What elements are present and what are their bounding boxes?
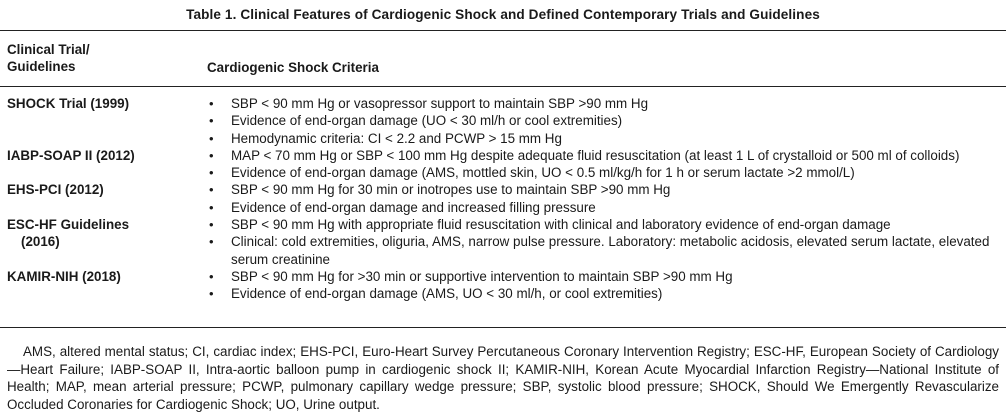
criteria-list [207, 95, 997, 147]
criteria-text: Clinical: cold extremities, oliguria, AMS, narrow pulse pressure. Laboratory: metabolic acidosis, elevated serum lactate, elevated serum creatinine [231, 234, 990, 267]
criteria-item [207, 164, 997, 181]
bottom-rule [0, 327, 1006, 328]
criteria-text: Evidence of end-organ damage (UO < 30 ml/h or cool extremities) [231, 113, 623, 129]
criteria-item [207, 95, 997, 112]
column-header-trial [7, 41, 90, 75]
criteria-list [207, 147, 997, 182]
criteria-list [207, 268, 997, 303]
header-rule [0, 86, 1006, 87]
trial-name [7, 95, 192, 112]
bullet-icon: • [209, 286, 214, 302]
criteria-text: Evidence of end-organ damage (AMS, UO < 30 ml/h, or cool extremities) [231, 286, 663, 302]
bullet-icon: • [209, 217, 214, 233]
bullet-icon: • [209, 182, 214, 198]
trial-name-line1: KAMIR-NIH (2018) [7, 268, 121, 284]
trial-name-line1: IABP-SOAP II (2012) [7, 147, 135, 163]
table-row [0, 216, 1006, 268]
column-header-trial-line1: Clinical Trial/ [7, 42, 90, 57]
criteria-item [207, 233, 997, 268]
bullet-icon: • [209, 165, 214, 181]
table-row [0, 147, 1006, 182]
criteria-text: Evidence of end-organ damage and increased filling pressure [231, 199, 596, 215]
table-row [0, 95, 1006, 147]
criteria-text: MAP < 70 mm Hg or SBP < 100 mm Hg despite adequate fluid resuscitation (at least 1 L of crystalloid or 500 ml of colloids) [231, 147, 960, 163]
criteria-text: Hemodynamic criteria: CI < 2.2 and PCWP > 15 mm Hg [231, 130, 562, 146]
criteria-item [207, 285, 997, 302]
trial-name [7, 181, 192, 198]
trial-name-line1: ESC-HF Guidelines [7, 217, 130, 233]
criteria-list [207, 181, 997, 216]
table-body [0, 95, 1006, 303]
bullet-icon: • [209, 234, 214, 250]
trial-name-line1: SHOCK Trial (1999) [7, 96, 130, 111]
criteria-text: SBP < 90 mm Hg or vasopressor support to maintain SBP >90 mm Hg [231, 96, 649, 111]
criteria-item [207, 199, 997, 216]
table-footnote: AMS, altered mental status; CI, cardiac index; EHS-PCI, Euro-Heart Survey Percutaneous Coronary Intervention Registry; ESC-HF, European Society of Cardiology—Heart Failure; IABP-SOAP II, Intra-aortic balloon pump in cardiogenic shock II; KAMIR-NIH, Korean Acute Myocardial Infarction Registry—National Institute of Health; MAP, mean arterial pressure; PCWP, pulmonary capillary wedge pressure; SBP, systolic blood pressure; SHOCK, Should We Emergently Revascularize Occluded Coronaries for Cardiogenic Shock; UO, Urine output. [7, 344, 999, 412]
bullet-icon: • [209, 268, 214, 284]
bullet-icon: • [209, 199, 214, 215]
bullet-icon: • [209, 96, 214, 111]
trial-name-line2: (2016) [21, 234, 60, 250]
criteria-list [207, 216, 997, 268]
table-row [0, 181, 1006, 216]
criteria-text: SBP < 90 mm Hg with appropriate fluid resuscitation with clinical and laboratory evidence of end-organ damage [231, 217, 891, 233]
criteria-item [207, 147, 997, 164]
criteria-item [207, 181, 997, 198]
top-rule [0, 30, 1006, 31]
bullet-icon: • [209, 147, 214, 163]
bullet-icon: • [209, 130, 214, 146]
criteria-text: SBP < 90 mm Hg for 30 min or inotropes use to maintain SBP >90 mm Hg [231, 182, 671, 198]
table-row [0, 268, 1006, 303]
criteria-item [207, 112, 997, 129]
column-header-criteria: Cardiogenic Shock Criteria [207, 60, 379, 75]
criteria-item [207, 130, 997, 147]
trial-name [7, 268, 192, 285]
trial-name [7, 147, 192, 164]
criteria-text: Evidence of end-organ damage (AMS, mottled skin, UO < 0.5 ml/kg/h for 1 h or serum lactate >2 mmol/L) [231, 165, 855, 181]
table-title: Table 1. Clinical Features of Cardiogenic Shock and Defined Contemporary Trials and Guidelines [186, 7, 820, 22]
criteria-item [207, 268, 997, 285]
bullet-icon: • [209, 113, 214, 129]
trial-name [7, 216, 192, 250]
trial-name-line1: EHS-PCI (2012) [7, 182, 104, 198]
criteria-text: SBP < 90 mm Hg for >30 min or supportive intervention to maintain SBP >90 mm Hg [231, 268, 733, 284]
criteria-item [207, 216, 997, 233]
column-header-trial-line2: Guidelines [7, 59, 76, 74]
